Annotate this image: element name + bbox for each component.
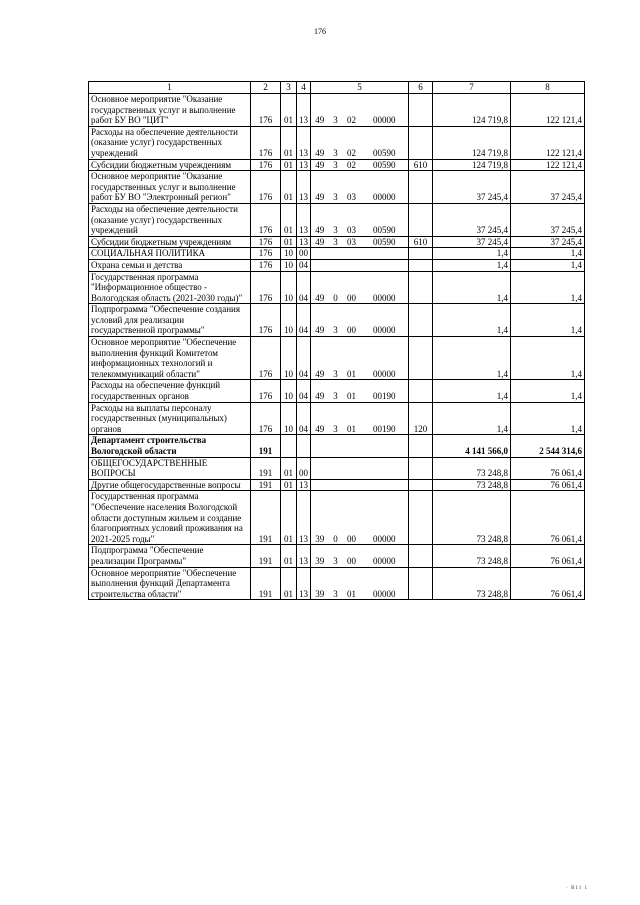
row-name-cell: Субсидии бюджетным учреждениям — [89, 159, 251, 171]
target-article-part-cell: 49 — [311, 271, 329, 304]
section-cell: 01 — [281, 545, 297, 567]
target-article-part-cell: 00 — [343, 491, 361, 545]
target-article-part-cell — [311, 435, 329, 457]
amount-year1-cell: 73 248,8 — [433, 567, 511, 600]
target-article-part-cell — [361, 479, 409, 491]
grbs-cell: 191 — [251, 567, 281, 600]
target-article-part-cell — [311, 457, 329, 479]
target-article-part-cell: 49 — [311, 94, 329, 127]
row-name-cell: Подпрограмма "Обеспечение создания условий для реализации государственной программы" — [89, 304, 251, 337]
section-cell: 01 — [281, 171, 297, 204]
page-number: 176 — [314, 27, 326, 36]
section-cell: 01 — [281, 94, 297, 127]
amount-year1-cell: 1,4 — [433, 259, 511, 271]
row-name-cell: Департамент строительства Вологодской области — [89, 435, 251, 457]
section-cell: 01 — [281, 236, 297, 248]
grbs-cell: 191 — [251, 491, 281, 545]
grbs-cell: 176 — [251, 203, 281, 236]
target-article-part-cell: 01 — [343, 337, 361, 380]
target-article-part-cell: 49 — [311, 304, 329, 337]
row-name-cell: Охрана семьи и детства — [89, 259, 251, 271]
target-article-part-cell: 00590 — [361, 126, 409, 159]
grbs-cell: 191 — [251, 435, 281, 457]
amount-year2-cell: 1,4 — [511, 380, 585, 402]
grbs-cell: 176 — [251, 337, 281, 380]
amount-year2-cell: 76 061,4 — [511, 457, 585, 479]
amount-year2-cell: 2 544 314,6 — [511, 435, 585, 457]
target-article-part-cell: 49 — [311, 159, 329, 171]
column-header: 8 — [511, 82, 585, 94]
target-article-part-cell: 00000 — [361, 337, 409, 380]
target-article-part-cell: 3 — [329, 567, 343, 600]
row-name-cell: Основное мероприятие "Оказание государственных услуг и выполнение работ БУ ВО "Электронный регион" — [89, 171, 251, 204]
row-name-cell: Государственная программа "Обеспечение населения Вологодской области доступным жильем и создание благоприятных условий проживания на 2021-2025 годы" — [89, 491, 251, 545]
target-article-part-cell: 03 — [343, 236, 361, 248]
grbs-cell: 176 — [251, 259, 281, 271]
table-row — [89, 479, 585, 491]
target-article-part-cell — [311, 259, 329, 271]
table-row — [89, 567, 585, 600]
target-article-part-cell: 49 — [311, 126, 329, 159]
subsection-cell: 13 — [297, 203, 311, 236]
table-row — [89, 236, 585, 248]
target-article-part-cell: 3 — [329, 159, 343, 171]
grbs-cell: 191 — [251, 545, 281, 567]
amount-year1-cell: 37 245,4 — [433, 236, 511, 248]
section-cell: 10 — [281, 380, 297, 402]
expense-type-cell — [409, 479, 433, 491]
column-header: 1 — [89, 82, 251, 94]
subsection-cell: 13 — [297, 479, 311, 491]
table-row — [89, 126, 585, 159]
grbs-cell: 176 — [251, 380, 281, 402]
target-article-part-cell — [343, 435, 361, 457]
amount-year1-cell: 1,4 — [433, 380, 511, 402]
target-article-part-cell: 49 — [311, 203, 329, 236]
amount-year1-cell: 4 141 566,0 — [433, 435, 511, 457]
target-article-part-cell: 49 — [311, 402, 329, 435]
target-article-part-cell: 49 — [311, 337, 329, 380]
target-article-part-cell: 00000 — [361, 304, 409, 337]
grbs-cell: 176 — [251, 304, 281, 337]
table-row — [89, 94, 585, 127]
column-header: 3 — [281, 82, 297, 94]
amount-year1-cell: 73 248,8 — [433, 491, 511, 545]
amount-year1-cell: 124 719,8 — [433, 126, 511, 159]
target-article-part-cell: 3 — [329, 380, 343, 402]
table-body — [89, 94, 585, 600]
table-row — [89, 271, 585, 304]
table-header-row — [89, 82, 585, 94]
row-name-cell: Расходы на обеспечение деятельности (оказание услуг) государственных учреждений — [89, 126, 251, 159]
target-article-part-cell: 00000 — [361, 171, 409, 204]
target-article-part-cell: 3 — [329, 304, 343, 337]
target-article-part-cell: 00000 — [361, 545, 409, 567]
table-row — [89, 304, 585, 337]
target-article-part-cell — [329, 259, 343, 271]
amount-year1-cell: 124 719,8 — [433, 159, 511, 171]
section-cell: 10 — [281, 337, 297, 380]
target-article-part-cell: 00000 — [361, 491, 409, 545]
target-article-part-cell — [361, 457, 409, 479]
column-header: 4 — [297, 82, 311, 94]
expense-type-cell: 120 — [409, 402, 433, 435]
target-article-part-cell: 00 — [343, 545, 361, 567]
subsection-cell: 00 — [297, 248, 311, 260]
target-article-part-cell — [343, 479, 361, 491]
row-name-cell: Основное мероприятие "Оказание государственных услуг и выполнение работ БУ ВО "ЦИТ" — [89, 94, 251, 127]
amount-year2-cell: 76 061,4 — [511, 491, 585, 545]
amount-year1-cell: 1,4 — [433, 337, 511, 380]
target-article-part-cell: 02 — [343, 126, 361, 159]
target-article-part-cell — [329, 435, 343, 457]
amount-year2-cell: 122 121,4 — [511, 94, 585, 127]
target-article-part-cell: 00590 — [361, 236, 409, 248]
target-article-part-cell: 0 — [329, 491, 343, 545]
target-article-part-cell: 00590 — [361, 159, 409, 171]
amount-year1-cell: 1,4 — [433, 402, 511, 435]
row-name-cell: СОЦИАЛЬНАЯ ПОЛИТИКА — [89, 248, 251, 260]
table-row — [89, 545, 585, 567]
amount-year1-cell: 73 248,8 — [433, 457, 511, 479]
target-article-part-cell: 3 — [329, 203, 343, 236]
target-article-part-cell: 3 — [329, 171, 343, 204]
expense-type-cell — [409, 567, 433, 600]
target-article-part-cell: 3 — [329, 402, 343, 435]
subsection-cell: 04 — [297, 402, 311, 435]
section-cell: 10 — [281, 402, 297, 435]
target-article-part-cell: 3 — [329, 126, 343, 159]
amount-year2-cell: 1,4 — [511, 271, 585, 304]
expense-type-cell — [409, 203, 433, 236]
column-header: 5 — [311, 82, 409, 94]
amount-year1-cell: 73 248,8 — [433, 545, 511, 567]
target-article-part-cell: 00000 — [361, 94, 409, 127]
subsection-cell: 04 — [297, 259, 311, 271]
target-article-part-cell: 00590 — [361, 203, 409, 236]
row-name-cell: Расходы на выплаты персоналу государственных (муниципальных) органов — [89, 402, 251, 435]
table-row — [89, 159, 585, 171]
table-row — [89, 248, 585, 260]
expense-type-cell — [409, 126, 433, 159]
target-article-part-cell: 02 — [343, 159, 361, 171]
table-row — [89, 337, 585, 380]
amount-year2-cell: 122 121,4 — [511, 159, 585, 171]
grbs-cell: 176 — [251, 159, 281, 171]
grbs-cell: 191 — [251, 479, 281, 491]
amount-year2-cell: 122 121,4 — [511, 126, 585, 159]
amount-year1-cell: 37 245,4 — [433, 171, 511, 204]
subsection-cell: 13 — [297, 94, 311, 127]
amount-year1-cell: 1,4 — [433, 271, 511, 304]
row-name-cell: ОБЩЕГОСУДАРСТВЕННЫЕ ВОПРОСЫ — [89, 457, 251, 479]
target-article-part-cell — [343, 457, 361, 479]
target-article-part-cell: 00000 — [361, 271, 409, 304]
row-name-cell: Подпрограмма "Обеспечение реализации Программы" — [89, 545, 251, 567]
column-header: 7 — [433, 82, 511, 94]
grbs-cell: 176 — [251, 236, 281, 248]
target-article-part-cell: 01 — [343, 380, 361, 402]
grbs-cell: 176 — [251, 402, 281, 435]
subsection-cell: 13 — [297, 171, 311, 204]
expense-type-cell — [409, 435, 433, 457]
expense-type-cell — [409, 545, 433, 567]
section-cell: 10 — [281, 304, 297, 337]
row-name-cell: Субсидии бюджетным учреждениям — [89, 236, 251, 248]
target-article-part-cell: 02 — [343, 94, 361, 127]
section-cell: 01 — [281, 126, 297, 159]
target-article-part-cell: 03 — [343, 203, 361, 236]
expense-type-cell — [409, 271, 433, 304]
subsection-cell: 00 — [297, 457, 311, 479]
table-row — [89, 171, 585, 204]
subsection-cell: 04 — [297, 304, 311, 337]
expense-type-cell — [409, 337, 433, 380]
table-row — [89, 457, 585, 479]
target-article-part-cell — [311, 479, 329, 491]
expense-type-cell — [409, 457, 433, 479]
target-article-part-cell: 00 — [343, 304, 361, 337]
subsection-cell: 13 — [297, 236, 311, 248]
target-article-part-cell: 00190 — [361, 380, 409, 402]
table-row — [89, 259, 585, 271]
subsection-cell: 04 — [297, 337, 311, 380]
amount-year1-cell: 37 245,4 — [433, 203, 511, 236]
target-article-part-cell: 3 — [329, 236, 343, 248]
amount-year2-cell: 76 061,4 — [511, 479, 585, 491]
amount-year2-cell: 76 061,4 — [511, 567, 585, 600]
target-article-part-cell: 01 — [343, 567, 361, 600]
expense-type-cell — [409, 171, 433, 204]
table-row — [89, 380, 585, 402]
grbs-cell: 191 — [251, 457, 281, 479]
table-row — [89, 203, 585, 236]
amount-year2-cell: 1,4 — [511, 304, 585, 337]
section-cell: 01 — [281, 567, 297, 600]
target-article-part-cell: 49 — [311, 236, 329, 248]
row-name-cell: Расходы на обеспечение функций государственных органов — [89, 380, 251, 402]
grbs-cell: 176 — [251, 248, 281, 260]
budget-table — [88, 81, 585, 600]
target-article-part-cell: 03 — [343, 171, 361, 204]
amount-year2-cell: 37 245,4 — [511, 236, 585, 248]
target-article-part-cell — [361, 248, 409, 260]
expense-type-cell — [409, 259, 433, 271]
target-article-part-cell: 3 — [329, 545, 343, 567]
amount-year1-cell: 1,4 — [433, 304, 511, 337]
section-cell: 10 — [281, 248, 297, 260]
subsection-cell: 04 — [297, 271, 311, 304]
row-name-cell: Основное мероприятие "Обеспечение выполнения функций Департамента строительства области" — [89, 567, 251, 600]
target-article-part-cell: 01 — [343, 402, 361, 435]
target-article-part-cell: 49 — [311, 380, 329, 402]
grbs-cell: 176 — [251, 171, 281, 204]
row-name-cell: Государственная программа "Информационное общество - Вологодская область (2021-2030 годы)" — [89, 271, 251, 304]
subsection-cell: 04 — [297, 380, 311, 402]
section-cell: 10 — [281, 271, 297, 304]
column-header: 2 — [251, 82, 281, 94]
target-article-part-cell — [329, 479, 343, 491]
footer-mark: · В11 1 — [566, 886, 588, 891]
row-name-cell: Другие общегосударственные вопросы — [89, 479, 251, 491]
target-article-part-cell: 3 — [329, 94, 343, 127]
expense-type-cell: 610 — [409, 236, 433, 248]
table-row — [89, 435, 585, 457]
target-article-part-cell: 0 — [329, 271, 343, 304]
amount-year1-cell: 124 719,8 — [433, 94, 511, 127]
expense-type-cell — [409, 380, 433, 402]
target-article-part-cell — [329, 248, 343, 260]
target-article-part-cell: 39 — [311, 545, 329, 567]
subsection-cell — [297, 435, 311, 457]
section-cell: 10 — [281, 259, 297, 271]
target-article-part-cell: 3 — [329, 337, 343, 380]
table-row — [89, 402, 585, 435]
subsection-cell: 13 — [297, 491, 311, 545]
expense-type-cell — [409, 94, 433, 127]
expense-type-cell — [409, 304, 433, 337]
amount-year1-cell: 73 248,8 — [433, 479, 511, 491]
subsection-cell: 13 — [297, 567, 311, 600]
amount-year2-cell: 37 245,4 — [511, 171, 585, 204]
target-article-part-cell: 39 — [311, 491, 329, 545]
target-article-part-cell: 00 — [343, 271, 361, 304]
target-article-part-cell: 49 — [311, 171, 329, 204]
section-cell — [281, 435, 297, 457]
amount-year2-cell: 1,4 — [511, 259, 585, 271]
expense-type-cell — [409, 491, 433, 545]
target-article-part-cell: 00190 — [361, 402, 409, 435]
target-article-part-cell — [361, 435, 409, 457]
column-header: 6 — [409, 82, 433, 94]
amount-year2-cell: 1,4 — [511, 248, 585, 260]
expense-type-cell — [409, 248, 433, 260]
target-article-part-cell: 00000 — [361, 567, 409, 600]
section-cell: 01 — [281, 491, 297, 545]
target-article-part-cell — [329, 457, 343, 479]
amount-year2-cell: 1,4 — [511, 402, 585, 435]
target-article-part-cell — [343, 248, 361, 260]
amount-year1-cell: 1,4 — [433, 248, 511, 260]
target-article-part-cell: 39 — [311, 567, 329, 600]
expense-type-cell: 610 — [409, 159, 433, 171]
subsection-cell: 13 — [297, 126, 311, 159]
target-article-part-cell — [311, 248, 329, 260]
grbs-cell: 176 — [251, 94, 281, 127]
row-name-cell: Основное мероприятие "Обеспечение выполнения функций Комитетом информационных технологий и телекоммуникаций области" — [89, 337, 251, 380]
row-name-cell: Расходы на обеспечение деятельности (оказание услуг) государственных учреждений — [89, 203, 251, 236]
subsection-cell: 13 — [297, 159, 311, 171]
target-article-part-cell — [343, 259, 361, 271]
section-cell: 01 — [281, 479, 297, 491]
grbs-cell: 176 — [251, 271, 281, 304]
amount-year2-cell: 1,4 — [511, 337, 585, 380]
grbs-cell: 176 — [251, 126, 281, 159]
section-cell: 01 — [281, 457, 297, 479]
amount-year2-cell: 76 061,4 — [511, 545, 585, 567]
section-cell: 01 — [281, 159, 297, 171]
table-row — [89, 491, 585, 545]
target-article-part-cell — [361, 259, 409, 271]
subsection-cell: 13 — [297, 545, 311, 567]
amount-year2-cell: 37 245,4 — [511, 203, 585, 236]
section-cell: 01 — [281, 203, 297, 236]
